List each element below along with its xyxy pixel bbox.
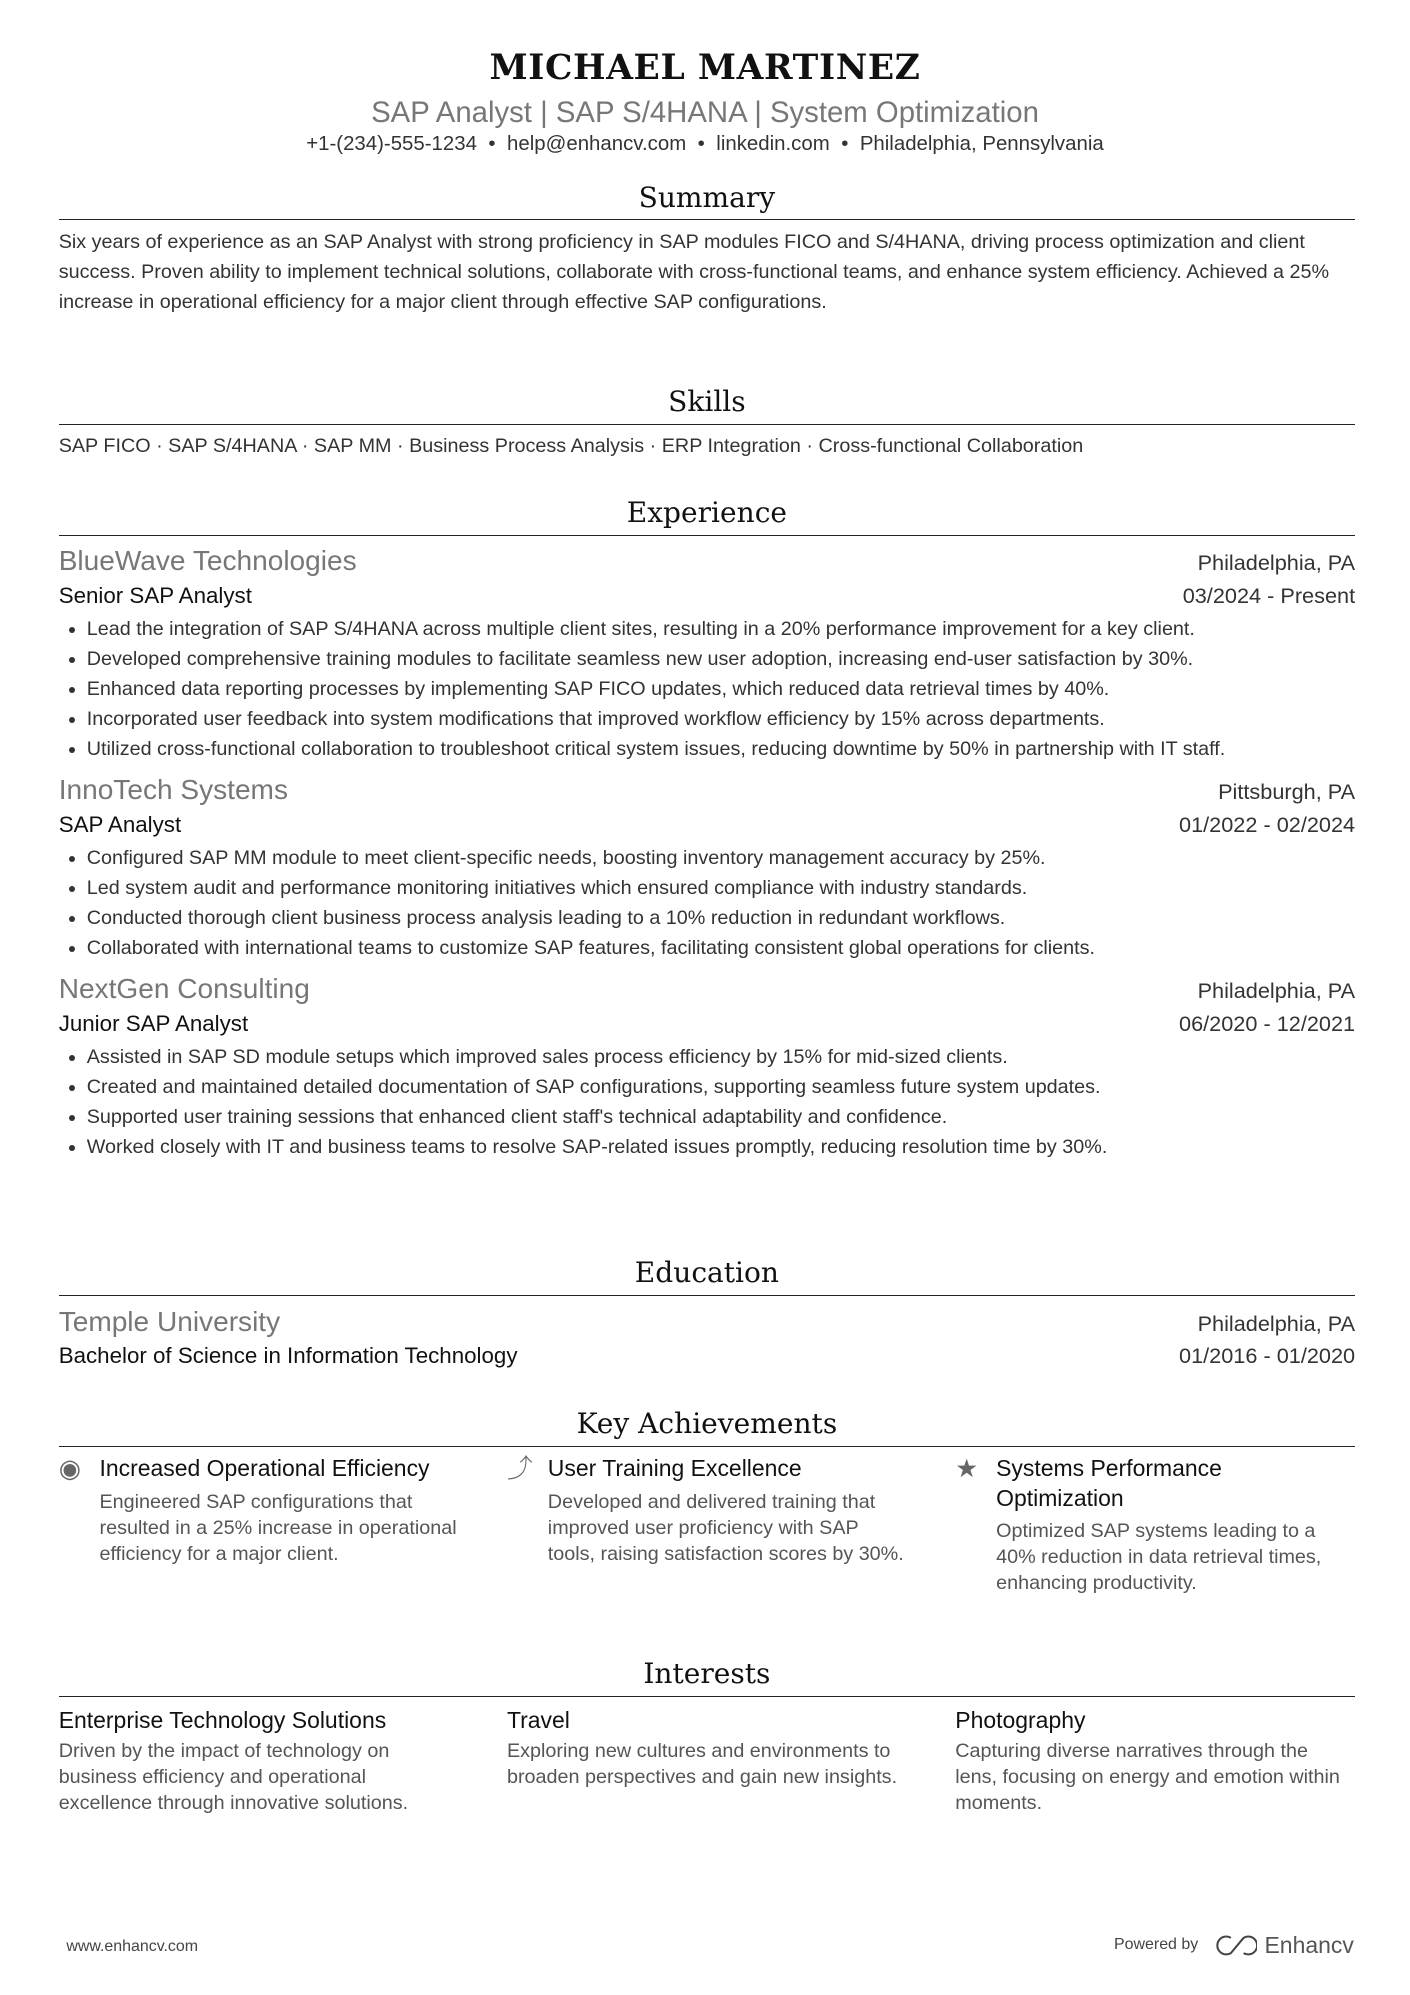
achievements-section <box>59 1405 1355 1597</box>
job-bullet: • Utilized cross-functional collaboration to troubleshoot critical system issues, reducing downtime by 50% in partnership with IT staff. <box>87 735 1355 765</box>
footer-powered <box>1114 1932 1354 1959</box>
powered-by-label: Powered by <box>1114 1936 1199 1954</box>
job-location: Pittsburgh, PA <box>1218 779 1356 805</box>
lightbulb-head-icon: ◉ <box>58 1455 81 1484</box>
job-bullet: • Supported user training sessions that enhanced client staff's technical adaptability and confidence. <box>87 1103 1355 1133</box>
footer-website[interactable]: www.enhancv.com <box>66 1938 199 1956</box>
job-bullet: • Assisted in SAP SD module setups which improved sales process efficiency by 15% for mid-sized clients. <box>87 1043 1355 1073</box>
edu-location: Philadelphia, PA <box>1197 1310 1356 1336</box>
linkedin[interactable]: linkedin.com <box>716 132 830 155</box>
interest-title: Photography <box>955 1707 1086 1734</box>
job-bullets <box>59 844 1355 964</box>
job-bullet: • Developed comprehensive training modules to facilitate seamless new user adoption, increasing end-user satisfaction by 30%. <box>87 645 1355 675</box>
job-entry <box>59 772 1355 963</box>
company-name: BlueWave Technologies <box>58 545 357 577</box>
phone[interactable]: +1-(234)-555-1234 <box>306 132 477 155</box>
job-dates: 06/2020 - 12/2021 <box>1179 1011 1356 1037</box>
degree: Bachelor of Science in Information Technology <box>58 1343 518 1369</box>
headline: SAP Analyst | SAP S/4HANA | System Optimization <box>371 95 1039 129</box>
summary-text: Six years of experience as an SAP Analyst with strong proficiency in SAP modules FICO and S/4HANA, driving process optimization and client success. Proven ability to implement technical solutions, collaborate with cross-functional teams, and enhance system efficiency. Achieved a 25% increase in operational efficiency for a major client through effective SAP configurations. <box>58 231 1330 314</box>
interest-text: Capturing diverse narratives through the lens, focusing on energy and emotion within moments. <box>955 1739 1340 1814</box>
job-bullet: • Enhanced data reporting processes by implementing SAP FICO updates, which reduced data retrieval times by 40%. <box>87 675 1355 705</box>
enhancv-logo[interactable] <box>1213 1932 1353 1959</box>
achievement-text: Engineered SAP configurations that resulted in a 25% increase in operational efficiency for a major client. <box>99 1490 457 1566</box>
enhancv-logo-icon <box>1213 1934 1256 1957</box>
achievement-text: Developed and delivered training that improved user proficiency with SAP tools, raising satisfaction scores by 30%. <box>547 1490 904 1566</box>
section-heading: Key Achievements <box>59 1405 1355 1447</box>
achievement-text: Optimized SAP systems leading to a 40% reduction in data retrieval times, enhancing productivity. <box>996 1520 1322 1595</box>
job-entry <box>59 971 1355 1162</box>
magic-wand-icon: ⤴ <box>506 1455 533 1484</box>
achievement-title: Increased Operational Efficiency <box>99 1455 430 1482</box>
job-bullets <box>59 615 1355 765</box>
company-name: NextGen Consulting <box>58 973 310 1005</box>
company-name: InnoTech Systems <box>58 774 288 806</box>
interest-item <box>59 1704 459 1816</box>
interest-item <box>507 1704 907 1816</box>
interest-title: Travel <box>506 1707 570 1734</box>
school: Temple University <box>58 1305 281 1337</box>
experience-section <box>59 494 1355 1163</box>
location: Philadelphia, Pennsylvania <box>859 132 1104 155</box>
star-icon: ★ <box>955 1455 979 1484</box>
section-heading: Summary <box>59 179 1355 221</box>
job-dates: 03/2024 - Present <box>1182 582 1356 608</box>
job-bullet: • Led system audit and performance monitoring initiatives which ensured compliance with industry standards. <box>87 874 1355 904</box>
edu-dates: 01/2016 - 01/2020 <box>1179 1343 1356 1369</box>
interest-item <box>955 1704 1355 1816</box>
job-bullet: • Conducted thorough client business process analysis leading to a 10% reduction in redundant workflows. <box>87 904 1355 934</box>
job-bullets <box>59 1043 1355 1163</box>
interest-text: Driven by the impact of technology on business efficiency and operational excellence through innovative solutions. <box>58 1739 409 1814</box>
email[interactable]: help@enhancv.com <box>507 132 687 155</box>
job-bullet: • Lead the integration of SAP S/4HANA across multiple client sites, resulting in a 20% performance improvement for a key client. <box>87 615 1355 645</box>
job-role: Senior SAP Analyst <box>58 582 252 608</box>
interest-title: Enterprise Technology Solutions <box>58 1707 387 1734</box>
achievement-item <box>955 1454 1355 1596</box>
job-bullet: • Created and maintained detailed documentation of SAP configurations, supporting seamless future system updates. <box>87 1073 1355 1103</box>
brand-name: Enhancv <box>1264 1931 1354 1958</box>
contact-line: +1-(234)-555-1234 • help@enhancv.com • linkedin.com • Philadelphia, Pennsylvania <box>306 132 1104 155</box>
job-location: Philadelphia, PA <box>1197 550 1356 576</box>
achievement-title: User Training Excellence <box>547 1455 802 1482</box>
job-bullet: • Configured SAP MM module to meet client-specific needs, boosting inventory management accuracy by 25%. <box>87 844 1355 874</box>
section-heading: Interests <box>59 1655 1355 1697</box>
skills-section <box>59 383 1355 462</box>
job-location: Philadelphia, PA <box>1197 978 1356 1004</box>
candidate-name: MICHAEL MARTINEZ <box>489 48 921 89</box>
job-role: Junior SAP Analyst <box>58 1011 249 1037</box>
job-bullet: • Worked closely with IT and business teams to resolve SAP-related issues promptly, reducing resolution time by 30%. <box>87 1133 1355 1163</box>
interest-text: Exploring new cultures and environments to broaden perspectives and gain new insights. <box>506 1739 898 1788</box>
achievement-title: Systems Performance Optimization <box>996 1455 1222 1511</box>
summary-section <box>59 179 1355 318</box>
skills-list: SAP FICO · SAP S/4HANA · SAP MM · Business Process Analysis · ERP Integration · Cross-functional Collaboration <box>58 435 1084 458</box>
job-bullet: • Incorporated user feedback into system modifications that improved workflow efficiency by 15% across departments. <box>87 705 1355 735</box>
education-section <box>59 1254 1355 1372</box>
job-role: SAP Analyst <box>58 812 182 837</box>
achievement-item <box>59 1454 459 1596</box>
section-heading: Experience <box>59 494 1355 536</box>
job-entry <box>59 543 1355 764</box>
section-heading: Skills <box>59 383 1355 425</box>
job-dates: 01/2022 - 02/2024 <box>1179 812 1356 837</box>
achievement-item <box>507 1454 907 1596</box>
interests-section <box>59 1655 1355 1816</box>
section-heading: Education <box>59 1254 1355 1296</box>
job-bullet: • Collaborated with international teams to customize SAP features, facilitating consistent global operations for clients. <box>87 934 1355 964</box>
